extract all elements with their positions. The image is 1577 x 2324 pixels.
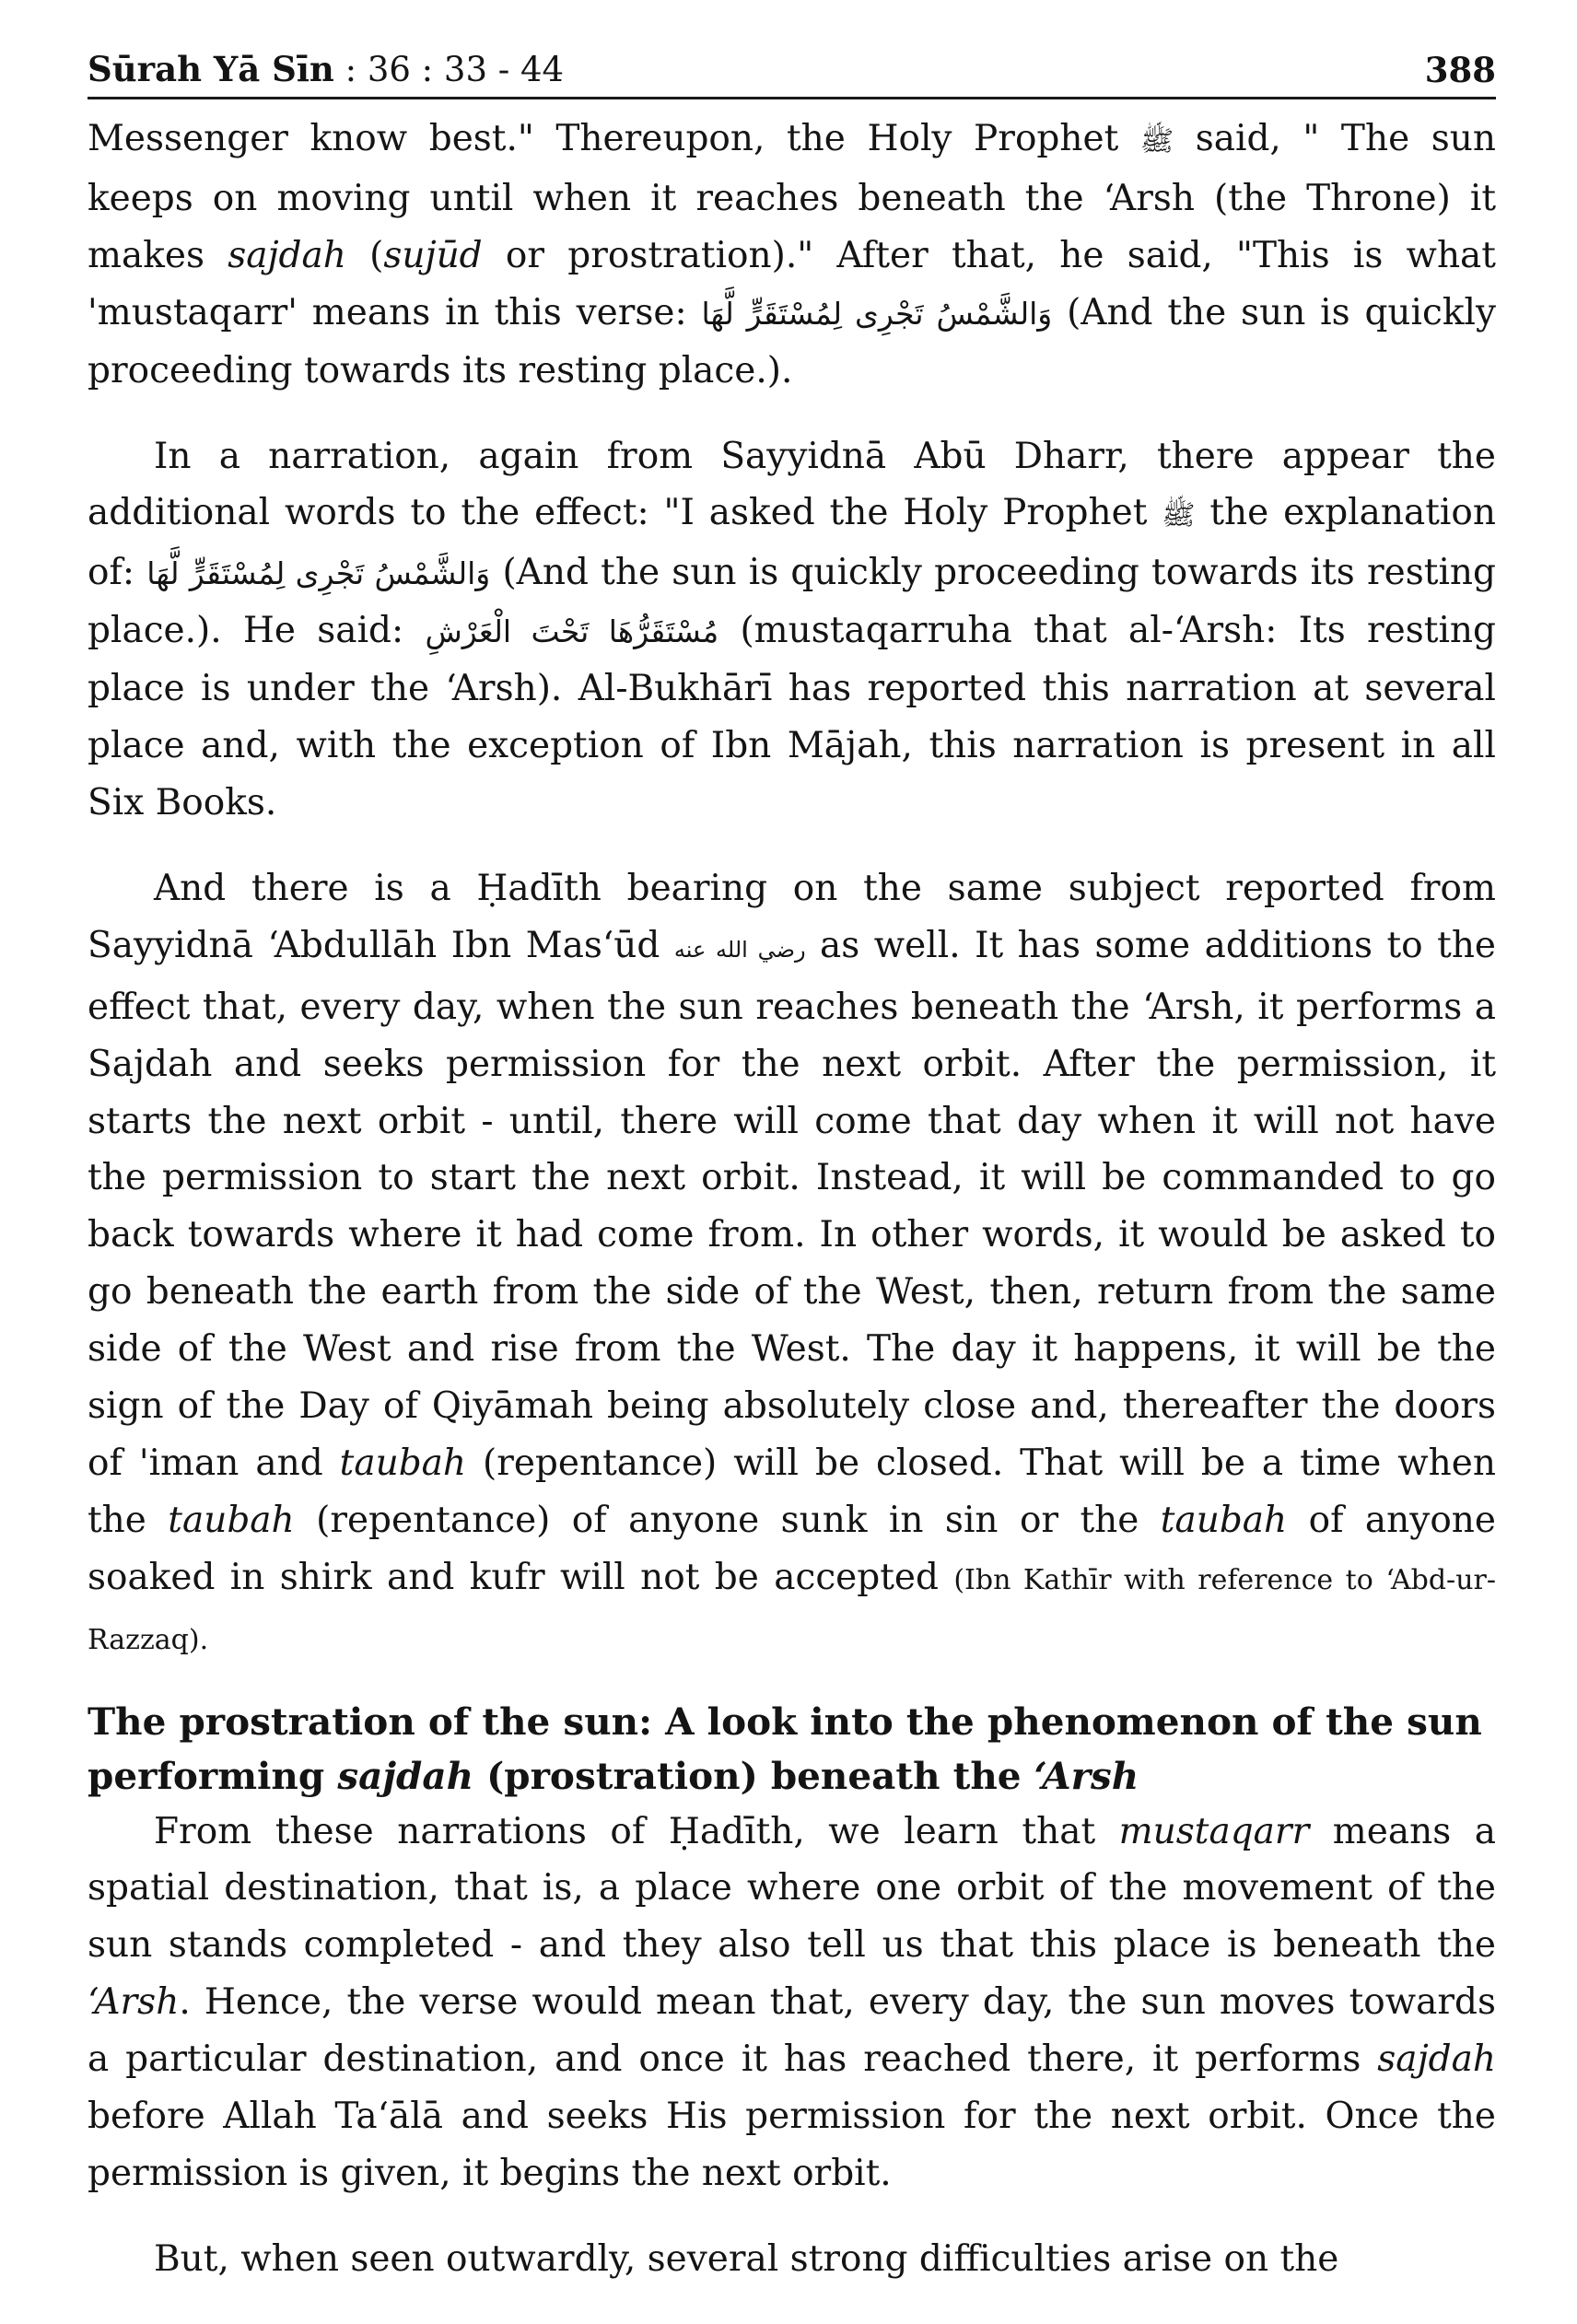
citation: (Ibn Kathīr with reference to ‘Abd-ur- Razzaq).: [88, 1563, 1496, 1656]
arabic-mustaqarruha: مُسْتَقَرُّهَا تَحْتَ الْعَرْشِ: [425, 613, 719, 650]
arabic-verse: وَالشَّمْسُ تَجْرِى لِمُسْتَقَرٍّ لَّهَا: [146, 555, 491, 592]
paragraph-4: From these narrations of Ḥadīth, we learn that mustaqarr means a spatial destination, that is, a place where one orbit of the movement of the sun stands completed - and they also tell us that this place is beneath the ‘Arsh. Hence, the verse would mean that, every day, the sun moves towards a particular destination, and once it has reached there, it performs sajdah before Allah Ta‘ālā and seeks His permission for the next orbit. Once the permission is given, it begins the next orbit.: [88, 1810, 1496, 2194]
arabic-verse: وَالشَّمْسُ تَجْرِى لِمُسْتَقَرٍّ لَّهَا: [701, 295, 1053, 332]
salutation-symbol: ﷺ: [1139, 125, 1174, 158]
salutation-symbol: ﷺ: [1162, 499, 1196, 532]
paragraph-2: In a narration, again from Sayyidnā Abū Dharr, there appear the additional words to the effect: "I asked the Holy Prophet ﷺ the explanation of: وَالشَّمْسُ تَجْرِى لِمُسْتَقَرٍّ لَّهَا (And the sun is quickly proceeding towards its resting place.). He said: مُسْتَقَرُّهَا تَحْتَ الْعَرْشِ (mustaqarruha that al-‘Arsh: Its resting place is under the ‘Arsh). Al-Bukhārī has reported this narration at several place and, with the exception of Ibn Mājah, this narration is present in all Six Books.: [88, 435, 1496, 823]
surah-name: Sūrah Yā Sīn: [88, 49, 334, 89]
paragraph-1: Messenger know best." Thereupon, the Holy Prophet ﷺ said, " The sun keeps on moving until when it reaches beneath the ‘Arsh (the Throne) it makes sajdah (sujūd or prostration)." After that, he said, "This is what 'mustaqarr' means in this verse: وَالشَّمْسُ تَجْرِى لِمُسْتَقَرٍّ لَّهَا (And the sun is quickly proceeding towards its resting place.).: [88, 118, 1496, 391]
header-separator: :: [333, 50, 368, 89]
page-number: 388: [1424, 50, 1496, 90]
page-body: [88, 111, 1496, 2288]
paragraph-5: But, when seen outwardly, several strong difficulties arise on the: [154, 2237, 1339, 2280]
radiyallahu-symbol: رضي الله عنه: [673, 936, 806, 963]
running-header: [88, 48, 1496, 99]
header-title: [88, 48, 564, 91]
section-heading: The prostration of the sun: A look into the phenomenon of the sun performing sajdah (prostration) beneath the ‘Arsh: [88, 1699, 1482, 1798]
paragraph-3: And there is a Ḥadīth bearing on the same subject reported from Sayyidnā ‘Abdullāh Ibn Mas‘ūd رضي الله عنه as well. It has some additions to the effect that, every day, when the sun reaches beneath the ‘Arsh, it performs a Sajdah and seeks permission for the next orbit. After the permission, it starts the next orbit - until, there will come that day when it will not have the permission to start the next orbit. Instead, it will be commanded to go back towards where it had come from. In other words, it would be asked to go beneath the earth from the side of the West, then, return from the same side of the West and rise from the West. The day it happens, it will be the sign of the Day of Qiyāmah being absolutely close and, thereafter the doors of 'iman and taubah (repentance) will be closed. That will be a time when the taubah (repentance) of anyone sunk in sin or the taubah of anyone soaked in shirk and kufr will not be accepted (Ibn Kathīr with reference to ‘Abd-ur- Razzaq).: [88, 867, 1497, 1656]
verse-range: 36 : 33 - 44: [367, 50, 565, 89]
